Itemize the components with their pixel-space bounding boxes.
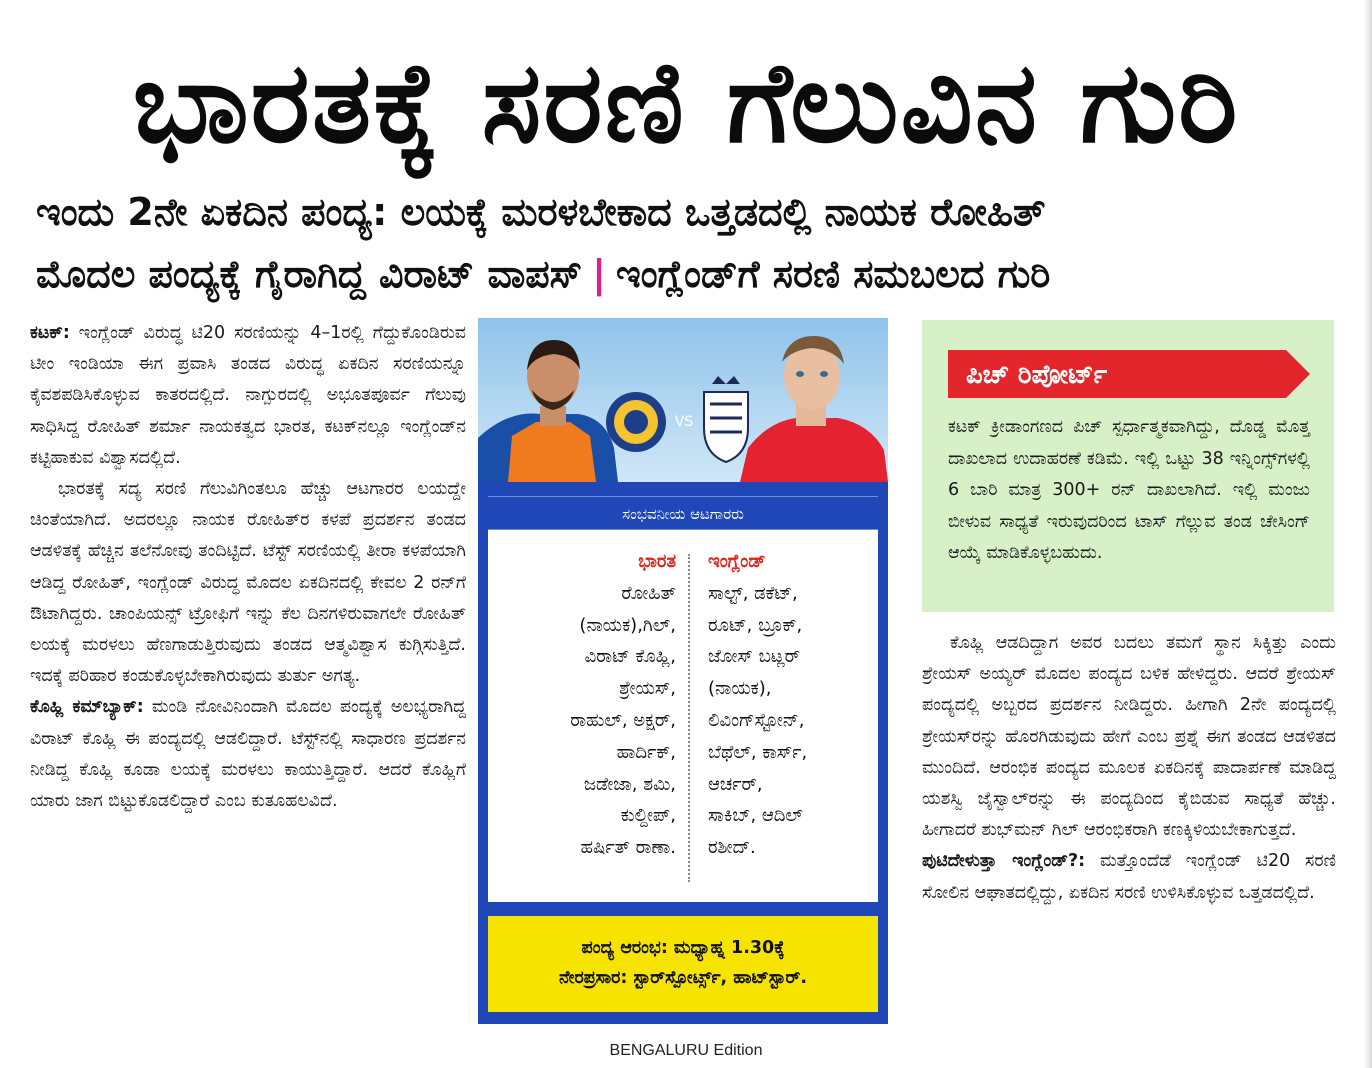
india-player-line: ಕುಲ್ದೀಪ್, [620,805,676,827]
pitch-report-text: ಕಟಕ್ ಕ್ರೀಡಾಂಗಣದ ಪಿಚ್ ಸ್ಪರ್ಧಾತ್ಮಕವಾಗಿದ್ದು, ದೊಡ್ಡ ಮೊತ್ತ ದಾಖಲಾದ ಉದಾಹರಣೆ ಕಡಿಮೆ. ಇಲ್ಲಿ ಒಟ್ಟು 38 ಇನ್ನಿಂಗ್ಸ್‌ಗಳಲ್ಲಿ 6 ಬಾರಿ ಮಾತ್ರ 300+ ರನ್ ದಾಖಲಾಗಿದೆ. ಇಲ್ಲಿ ಮಂಜು ಬೀಳುವ ಸಾಧ್ಯತೆ ಇರುವುದರಿಂದ ಟಾಸ್ ಗೆಲ್ಲುವ ತಂಡ ಚೇಸಿಂಗ್ ಆಯ್ಕೆ ಮಾಡಿಕೊಳ್ಳಬಹುದು. [948,417,1310,563]
india-player-line: (ನಾಯಕ),ಗಿಲ್, [579,614,676,636]
dateline: ಕಟಕ್: [30,323,70,343]
match-start-time: ಪಂದ್ಯ ಆರಂಭ: ಮಧ್ಯಾಹ್ನ 1.30ಕ್ಕೆ [581,938,785,958]
india-player-line: ಹಾರ್ದಿಕ್, [616,741,676,763]
england-player-line: (ನಾಯಕ), [708,678,772,700]
england-team-name: ಇಂಗ್ಲೆಂಡ್ [708,551,766,572]
players-photo-banner [478,318,888,482]
india-player-line: ರೋಹಿತ್ [621,582,676,604]
england-player-figure [740,336,888,482]
match-timing-box [488,916,878,1012]
india-player-figure [478,340,618,482]
right-paragraph-2 [922,846,1336,908]
england-bounce-back-subhead: ಪುಟಿದೇಳುತ್ತಾ ಇಂಗ್ಲೆಂಡ್?: [922,851,1086,872]
india-player-line: ಹರ್ಷಿತ್ ರಾಣಾ. [580,837,676,859]
england-player-line: ಬೆಥೆಲ್, ಕಾರ್ಸ್, [708,741,808,763]
pitch-report-title: ಪಿಚ್ ರಿಪೋರ್ಟ್ [966,360,1108,390]
left-article-column [30,318,466,817]
pitch-report-box [922,320,1334,612]
subheadline-separator: | [592,252,607,296]
page-edge-shadow [1364,0,1372,1068]
left-paragraph-1 [30,318,466,474]
headline: ಭಾರತಕ್ಕೆ ಸರಣಿ ಗೆಲುವಿನ ಗುರಿ [132,38,1240,168]
left-paragraph-3 [30,692,466,817]
england-player-line: ಲಿವಿಂಗ್‌ಸ್ಟೋನ್, [708,709,805,731]
probable-lineups [488,530,878,902]
edition-label: BENGALURU Edition [609,1042,763,1059]
players-illustration [478,318,888,482]
vs-label: VS [674,414,694,430]
india-player-line: ಜಡೇಜಾ, ಶಮಿ, [583,773,676,795]
right-paragraph-2-text: ಮತ್ತೊಂದೆಡೆ ಇಂಗ್ಲೆಂಡ್ ಟಿ20 ಸರಣಿ ಸೋಲಿನ ಆಘಾತದಲ್ಲಿದ್ದು, ಏಕದಿನ ಸರಣಿ ಉಳಿಸಿಕೊಳ್ಳುವ ಒತ್ತಡದಲ್ಲಿದೆ. [922,851,1336,903]
left-paragraph-2: ಭಾರತಕ್ಕೆ ಸದ್ಯ ಸರಣಿ ಗೆಲುವಿಗಿಂತಲೂ ಹೆಚ್ಚು ಆಟಗಾರರ ಲಯದ್ದೇ ಚಿಂತೆಯಾಗಿದೆ. ಅದರಲ್ಲೂ ನಾಯಕ ರೋಹಿತ್‌ರ ಕಳಪೆ ಪ್ರದರ್ಶನ ತಂಡದ ಆಡಳಿತಕ್ಕೆ ಹೆಚ್ಚಿನ ತಲೆನೋವು ತಂದಿಟ್ಟಿದೆ. ಟೆಸ್ಟ್ ಸರಣಿಯಲ್ಲಿ ತೀರಾ ಕಳಪೆಯಾಗಿ ಆಡಿದ್ದ ರೋಹಿತ್, ಇಂಗ್ಲೆಂಡ್ ವಿರುದ್ಧ ಮೊದಲ ಏಕದಿನದಲ್ಲಿ ಕೇವಲ 2 ರನ್‌ಗೆ ಔಟಾಗಿದ್ದರು. ಚಾಂಪಿಯನ್ಸ್ ಟ್ರೋಫಿಗೆ ಇನ್ನು ಕೆಲ ದಿನಗಳಿರುವಾಗಲೇ ರೋಹಿತ್ ಲಯಕ್ಕೆ ಮರಳಲು ಹೆಣಗಾಡುತ್ತಿರುವುದು ತಂಡದ ಆತ್ಮವಿಶ್ವಾಸ ಕುಗ್ಗಿಸುತ್ತಿದೆ. ಇದಕ್ಕೆ ಪರಿಹಾರ ಕಂಡುಕೊಳ್ಳಬೇಕಾಗಿರುವುದು ತುರ್ತು ಅಗತ್ಯ. [30,479,466,687]
subheadline-part-b: ಇಂಗ್ಲೆಂಡ್‌ಗೆ ಸರಣಿ ಸಮಬಲದ ಗುರಿ [616,252,1051,296]
india-player-line: ಶ್ರೇಯಸ್, [619,678,676,700]
left-paragraph-3-text: ಮಂಡಿ ನೋವಿನಿಂದಾಗಿ ಮೊದಲ ಪಂದ್ಯಕ್ಕೆ ಅಲಭ್ಯರಾಗಿದ್ದ ವಿರಾಟ್ ಕೊಹ್ಲಿ ಈ ಪಂದ್ಯದಲ್ಲಿ ಆಡಲಿದ್ದಾರೆ. ಟೆಸ್ಟ್‌ನಲ್ಲಿ ಸಾಧಾರಣ ಪ್ರದರ್ಶನ ನೀಡಿದ್ದ ಕೊಹ್ಲಿ ಕೂಡಾ ಲಯಕ್ಕೆ ಮರಳಲು ಕಾಯುತ್ತಿದ್ದಾರೆ. ಆದರೆ ಕೊಹ್ಲಿಗೆ ಯಾರು ಜಾಗ ಬಿಟ್ಟುಕೊಡಲಿದ್ದಾರೆ ಎಂಬ ಕುತೂಹಲವಿದೆ. [30,697,466,812]
india-team-name: ಭಾರತ [638,551,676,572]
england-cricket-badge [704,376,748,462]
england-player-line: ರಶೀದ್. [708,837,756,859]
subheadline-part-a: ಮೊದಲ ಪಂದ್ಯಕ್ಕೆ ಗೈರಾಗಿದ್ದ ವಿರಾಟ್ ವಾಪಸ್ [36,252,583,296]
left-paragraph-1-text: ಇಂಗ್ಲೆಂಡ್ ವಿರುದ್ಧ ಟಿ20 ಸರಣಿಯನ್ನು 4–1ರಲ್ಲಿ ಗೆದ್ದುಕೊಂಡಿರುವ ಟೀಂ ಇಂಡಿಯಾ ಈಗ ಪ್ರವಾಸಿ ತಂಡದ ವಿರುದ್ಧ ಏಕದಿನ ಸರಣಿಯನ್ನೂ ಕೈವಶಪಡಿಸಿಕೊಳ್ಳುವ ಕಾತರದಲ್ಲಿದೆ. ನಾಗ್ಪುರದಲ್ಲಿ ಅಭೂತಪೂರ್ವ ಗೆಲುವು ಸಾಧಿಸಿದ್ದ ರೋಹಿತ್ ಶರ್ಮಾ ನಾಯಕತ್ವದ ಭಾರತ, ಕಟಕ್‌ನಲ್ಲೂ ಇಂಗ್ಲೆಂಡ್‌ನ ಕಟ್ಟಿಹಾಕುವ ವಿಶ್ವಾಸದಲ್ಲಿದೆ. [30,323,466,468]
broadcast-info: ನೇರಪ್ರಸಾರ: ಸ್ಟಾರ್‌ಸ್ಪೋರ್ಟ್ಸ್, ಹಾಟ್‌ಸ್ಟಾರ್. [558,968,808,988]
india-lineup [502,546,688,864]
subheadline-line-1: ಇಂದು 2ನೇ ಏಕದಿನ ಪಂದ್ಯ: ಲಯಕ್ಕೆ ಮರಳಬೇಕಾದ ಒತ್ತಡದಲ್ಲಿ ನಾಯಕ ರೋಹಿತ್ [36,190,1046,234]
india-player-line: ವಿರಾಟ್ ಕೊಹ್ಲಿ, [584,646,676,668]
pitch-report-banner [948,350,1310,398]
england-player-line: ಸಾಕಿಬ್, ಆದಿಲ್ [708,805,803,827]
england-lineup [698,546,868,864]
probable-players-title: ಸಂಭವನೀಯ ಆಟಗಾರರು [488,496,878,530]
india-cricket-badge [606,392,666,452]
match-graphic [478,318,888,1024]
kohli-comeback-subhead: ಕೊಹ್ಲಿ ಕಮ್‌ಬ್ಯಾಕ್: [30,697,144,718]
england-player-line: ರೂಟ್, ಬ್ರೂಕ್, [708,614,803,636]
england-player-line: ಜೋಸ್ ಬಟ್ಲರ್ [708,646,801,668]
lineup-divider [688,554,690,882]
india-player-line: ರಾಹುಲ್, ಅಕ್ಷರ್, [570,709,676,731]
subheadline-line-2 [36,244,1346,304]
right-article-column [922,628,1336,909]
england-player-line: ಸಾಲ್ಟ್, ಡಕೆಟ್, [708,582,798,604]
england-player-line: ಆರ್ಚರ್, [708,773,763,795]
right-paragraph-1: ಕೊಹ್ಲಿ ಆಡದಿದ್ದಾಗ ಅವರ ಬದಲು ತಮಗೆ ಸ್ಥಾನ ಸಿಕ್ಕಿತ್ತು ಎಂದು ಶ್ರೇಯಸ್ ಅಯ್ಯರ್ ಮೊದಲ ಪಂದ್ಯದ ಬಳಿಕ ಹೇಳಿದ್ದರು. ಆದರೆ ಶ್ರೇಯಸ್ ಪಂದ್ಯದಲ್ಲಿ ಅಬ್ಬರದ ಪ್ರದರ್ಶನ ನೀಡಿದ್ದರು. ಹೀಗಾಗಿ 2ನೇ ಪಂದ್ಯದಲ್ಲಿ ಶ್ರೇಯಸ್‌ರನ್ನು ಹೊರಗಿಡುವುದು ಹೇಗೆ ಎಂಬ ಪ್ರಶ್ನೆ ಈಗ ತಂಡದ ಆಡಳಿತದ ಮುಂದಿದೆ. ಆರಂಭಿಕ ಪಂದ್ಯದ ಮೂಲಕ ಏಕದಿನಕ್ಕೆ ಪಾದಾರ್ಪಣೆ ಮಾಡಿದ್ದ ಯಶಸ್ವಿ ಜೈಸ್ವಾಲ್‌ರನ್ನು ಈ ಪಂದ್ಯದಿಂದ ಕೈಬಿಡುವ ಸಾಧ್ಯತೆ ಹೆಚ್ಚು. ಹೀಗಾದರೆ ಶುಭ್‌ಮನ್ ಗಿಲ್ ಆರಂಭಿಕರಾಗಿ ಕಣಕ್ಕಿಳಿಯಬೇಕಾಗುತ್ತದೆ. [922,633,1336,841]
